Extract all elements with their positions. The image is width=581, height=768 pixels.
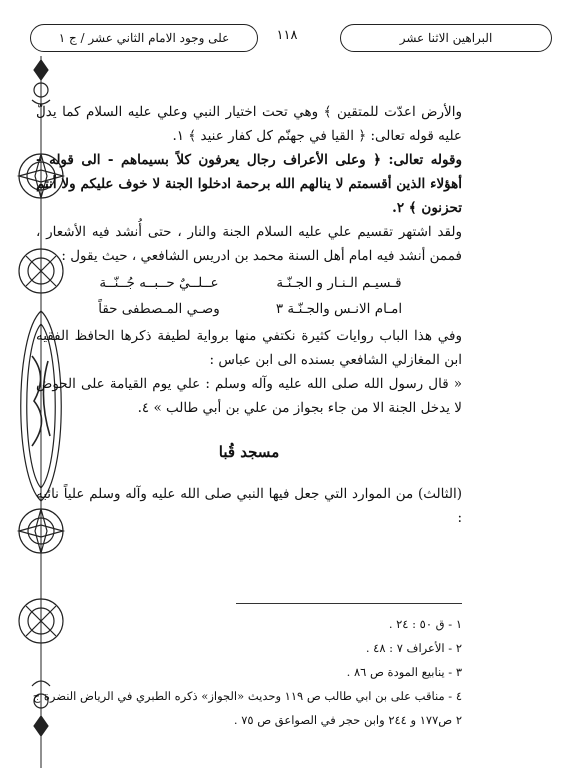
paragraph-3: ولقد اشتهر تقسيم علي عليه السلام الجنة والنار ، حتى أُنشد فيه الأشعار ، فممن أنشد فيه امام أهل السنة محمد بن ادريس الشافعي ، حيث يقول : xyxy=(36,224,462,264)
paragraph-1: والأرض اعدّت للمتقين ﴾ وهي تحت اختيار النبي وعلي عليه السلام كما يدلّ عليه قوله تعالى: ﴿ القيا في جهنّم كل كفار عنيد ﴾ ١. xyxy=(36,104,462,144)
poem xyxy=(79,270,419,322)
footnote-3: ٣ - ينابيع المودة ص ٨٦ . xyxy=(346,665,462,679)
poem-line-1b: عــلــيٌ حــبــه جُــنّــة xyxy=(99,275,219,291)
paragraph-4: وفي هذا الباب روايات كثيرة نكتفي منها برواية لطيفة ذكرها الحافظ الفقيه ابن المغازلي الشافعي بسنده الى ابن عباس : xyxy=(36,328,462,368)
page-header xyxy=(30,20,552,56)
footnotes xyxy=(30,612,462,732)
paragraph-2: وقوله تعالى: ﴿ وعلى الأعراف رجال يعرفون كلاً بسيماهم - الى قوله - أهؤلاء الذين أقسمتم لا ينالهم الله برحمة ادخلوا الجنة لا خوف عليكم ولا أنتم تحزنون ﴾ ٢. xyxy=(36,152,462,216)
paragraph-5: « قال رسول الله صلى الله عليه وآله وسلم : علي يوم القيامة على الحوض لا يدخل الجنة الا من جاء بجواز من علي بن أبي طالب » ٤. xyxy=(36,376,462,416)
poem-line-2b: وصـي المـصطفى حقاً xyxy=(98,301,220,317)
poem-line-1a: قـسيـم الـنـار و الجـنّـة xyxy=(276,275,402,291)
page-number: ١١٨ xyxy=(276,28,298,43)
section-title: على وجود الامام الثاني عشر / ج ١ xyxy=(30,24,258,52)
paragraph-6: (الثالث) من الموارد التي جعل فيها النبي صلى الله عليه وآله وسلم علياً نائبه : xyxy=(36,486,462,526)
book-title: البراهين الاثنا عشر xyxy=(340,24,552,52)
footnote-4: ٤ - مناقب على بن ابي طالب ص ١١٩ وحديث «الجواز» ذكره الطبري في الرياض النضرة ج ٢ ص١٧٧ و ٢٤٤ وابن حجر في الصواعق ص ٧٥ . xyxy=(32,689,462,727)
poem-line-2a: امـام الانـس والجـنّـة ٣ xyxy=(275,301,403,317)
main-text xyxy=(36,100,462,530)
section-heading: مسجد قُبا xyxy=(218,443,280,461)
footnote-divider xyxy=(236,603,462,604)
footnote-2: ٢ - الأعراف ٧ : ٤٨ . xyxy=(365,641,462,655)
footnote-1: ١ - ق ٥٠ : ٢٤ . xyxy=(388,617,462,631)
